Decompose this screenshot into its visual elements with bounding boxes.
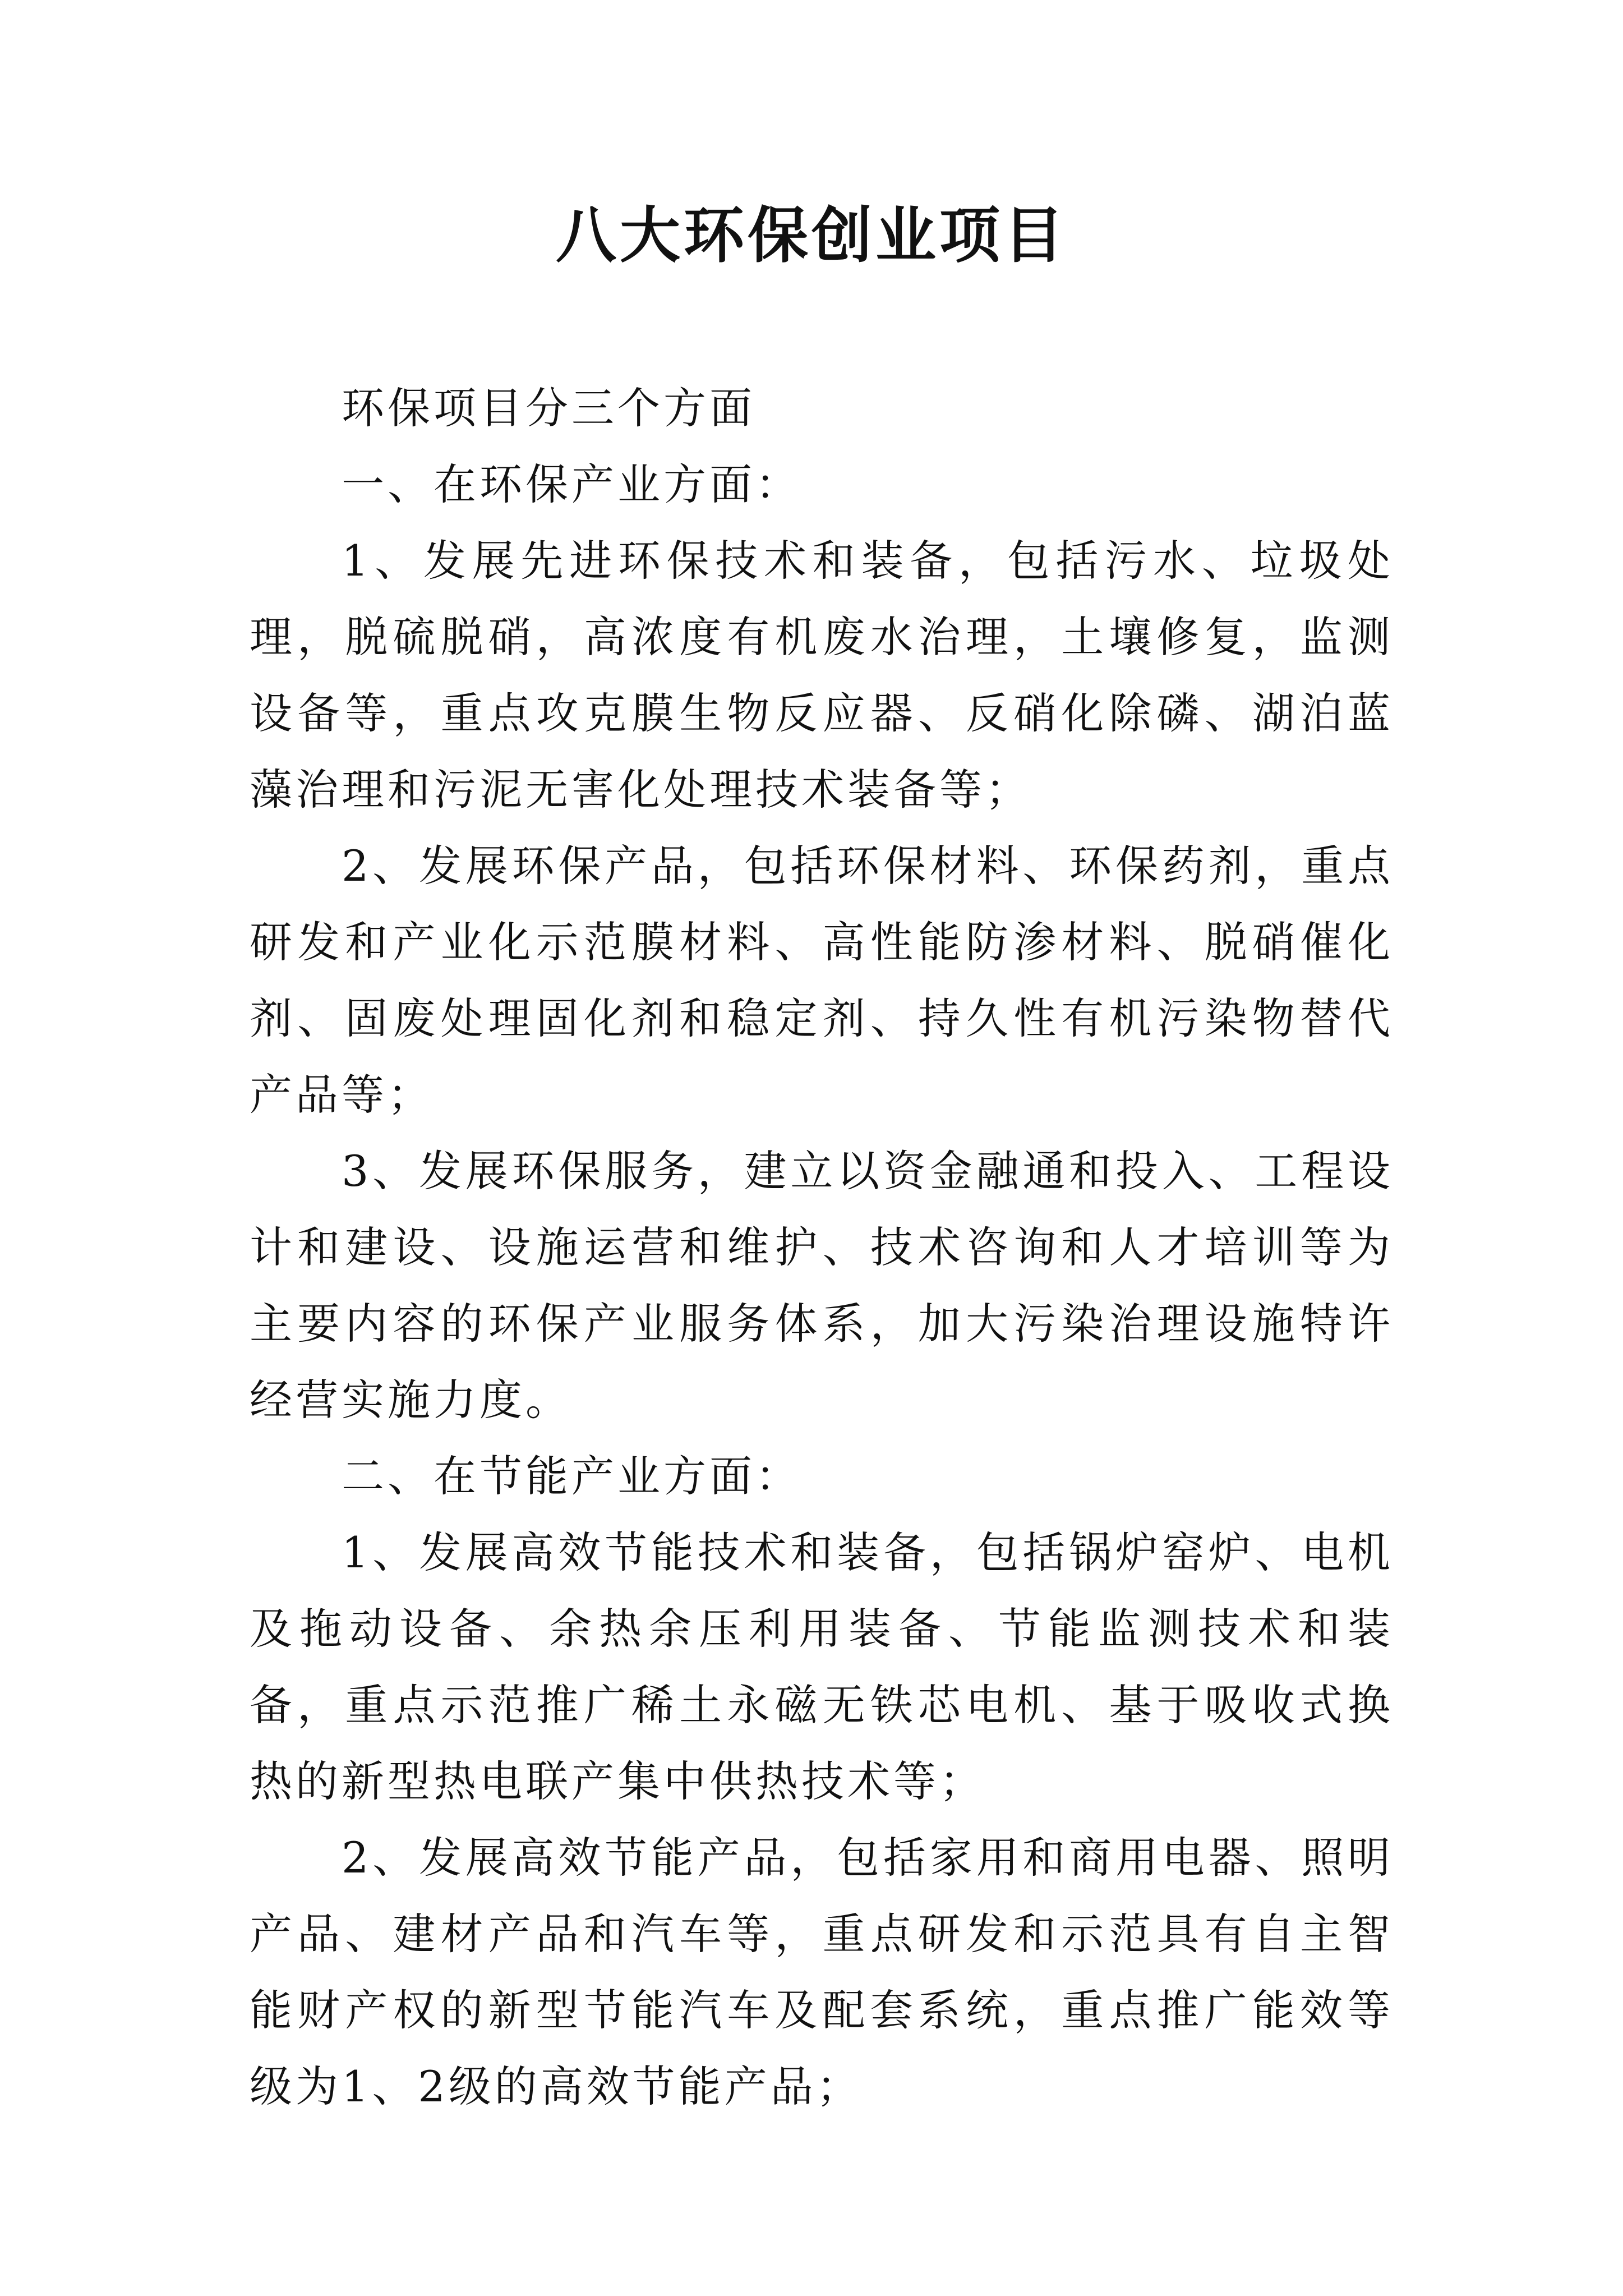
document-title: 八大环保创业项目: [555, 200, 1067, 271]
paragraph-energy-1: 1、发展高效节能技术和装备，包括锅炉窑炉、电机及拖动设备、余热余压利用装备、节能监测技术和装备，重点示范推广稀土永磁无铁芯电机、基于吸收式换热的新型热电联产集中供热技术等；: [250, 1527, 1394, 1806]
paragraph-env-2: 2、发展环保产品，包括环保材料、环保药剂，重点研发和产业化示范膜材料、高性能防渗材料、脱硝催化剂、固废处理固化剂和稳定剂、持久性有机污染物替代产品等；: [250, 841, 1394, 1120]
paragraph-env-1: 1、发展先进环保技术和装备，包括污水、垃圾处理，脱硫脱硝，高浓度有机废水治理，土壤修复，监测设备等，重点攻克膜生物反应器、反硝化除磷、湖泊蓝藻治理和污泥无害化处理技术装备等；: [250, 536, 1394, 815]
section-heading-environmental: 一、在环保产业方面：: [342, 459, 801, 509]
document-body: [250, 370, 1394, 2125]
paragraph-env-3: 3、发展环保服务，建立以资金融通和投入、工程设计和建设、设施运营和维护、技术咨询和人才培训等为主要内容的环保产业服务体系，加大污染治理设施特许经营实施力度。: [250, 1146, 1394, 1425]
section-heading-energy-saving: 二、在节能产业方面：: [342, 1451, 801, 1501]
paragraph-intro: 环保项目分三个方面: [342, 383, 755, 433]
paragraph-energy-2: 2、发展高效节能产品，包括家用和商用电器、照明产品、建材产品和汽车等，重点研发和示范具有自主智能财产权的新型节能汽车及配套系统，重点推广能效等级为1、2级的高效节能产品；: [250, 1833, 1394, 2111]
